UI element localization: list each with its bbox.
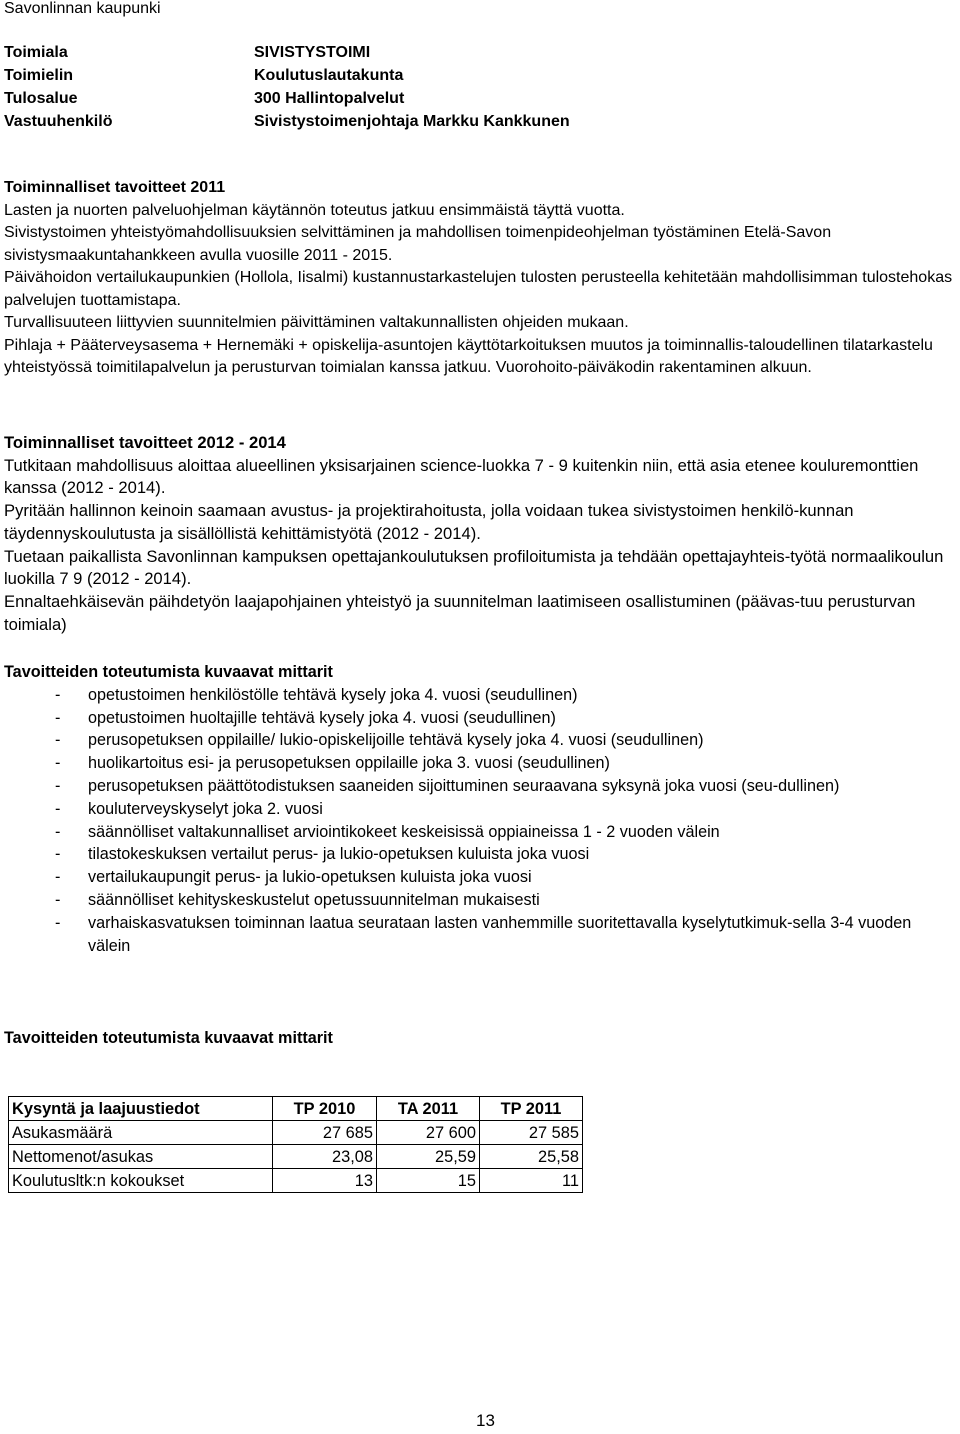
table-row [9,1169,583,1193]
table-row [9,1145,583,1169]
list-item [4,798,956,821]
table-header-row [9,1097,583,1121]
indicators-section [4,661,956,957]
paragraph: Pihlaja + Pääterveysasema + Hernemäki + opiskelija-asuntojen käyttötarkoituksen muutos ja toiminnallis-taloudellinen tilatarkastelu yhteistyössä toimitilapalvelun ja perusturvan toimialan kanssa jatkuu. Vuorohoito-päiväkodin rakentaminen alkuun. [4,336,933,376]
meta-key: Toimielin [4,67,74,84]
table-cell: Asukasmäärä [9,1121,273,1145]
list-item [4,752,956,775]
table-cell: 25,58 [480,1145,583,1169]
table-cell: 27 685 [273,1121,377,1145]
meta-row [4,64,570,87]
paragraph: Turvallisuuteen liittyvien suunnitelmien päivittäminen valtakunnallisten ohjeiden mukaan. [4,314,629,331]
dash-bullet: - [55,708,61,727]
list-item-text: vertailukaupungit perus- ja lukio-opetuksen kuluista joka vuosi [88,868,532,887]
meta-key: Vastuuhenkilö [4,113,113,130]
dash-bullet: - [55,731,61,750]
table-row [9,1121,583,1145]
paragraph: Tutkitaan mahdollisuus aloittaa alueellinen yksisarjainen science-luokka 7 - 9 kuitenkin niin, että asia etenee kouluremonttien kanssa (2012 - 2014). [4,455,919,498]
meta-row [4,41,570,64]
list-item-text: tilastokeskuksen vertailut perus- ja lukio-opetuksen kuluista joka vuosi [88,845,590,864]
dash-bullet: - [55,685,61,704]
list-item-text: perusopetuksen päättötodistuksen saaneiden sijoittuminen seuraavana syksynä joka vuosi (seu-dullinen) [88,776,840,795]
paragraph: Pyritään hallinnon keinoin saamaan avustus- ja projektirahoitusta, jolla voidaan tukea sivistystoimen henkilö-kunnan täydennyskoulutusta ja sisällöllistä kehittämistyötä (2012 - 2014). [4,501,854,543]
org-header: Savonlinnan kaupunki [4,0,161,17]
table-header-cell: TP 2010 [273,1097,377,1121]
goals-2012-section [4,432,956,636]
table-cell: 15 [377,1169,480,1193]
meta-block [4,41,570,133]
list-item [4,707,956,730]
list-item [4,684,956,707]
table-cell: 23,08 [273,1145,377,1169]
table-cell: 25,59 [377,1145,480,1169]
dash-bullet: - [55,913,61,932]
list-item-text: opetustoimen huoltajille tehtävä kysely joka 4. vuosi (seudullinen) [88,708,556,727]
stats-table [8,1096,583,1193]
table-cell: 11 [480,1169,583,1193]
table-cell: Nettomenot/asukas [9,1145,273,1169]
list-item [4,912,956,958]
list-item-text: huolikartoitus esi- ja perusopetuksen oppilaille joka 3. vuosi (seudullinen) [88,754,610,773]
meta-value: Sivistystoimenjohtaja Markku Kankkunen [254,113,570,130]
list-item-text: varhaiskasvatuksen toiminnan laatua seurataan lasten vanhemmille suoritettavalla kyselytutkimuk-sella 3-4 vuoden välein [88,913,912,955]
meta-value: SIVISTYSTOIMI [254,44,371,61]
meta-row [4,87,570,110]
table-cell: 27 585 [480,1121,583,1145]
indicators-title-2: Tavoitteiden toteutumista kuvaavat mittarit [4,1029,333,1047]
table-cell: 13 [273,1169,377,1193]
meta-row [4,110,570,133]
list-item [4,843,956,866]
list-item [4,775,956,798]
list-item [4,866,956,889]
paragraph: Tuetaan paikallista Savonlinnan kampuksen opettajankoulutuksen profiloitumista ja tehdään opettajayhteis-työtä normaalikoulun luokilla 7 9 (2012 - 2014). [4,546,944,589]
dash-bullet: - [55,799,61,818]
dash-bullet: - [55,890,61,909]
paragraph: Lasten ja nuorten palveluohjelman käytännön toteutus jatkuu ensimmäistä täyttä vuotta. [4,201,625,219]
list-item-text: perusopetuksen oppilaille/ lukio-opiskelijoille tehtävä kysely joka 4. vuosi (seudullinen) [88,731,704,750]
dash-bullet: - [55,776,61,795]
meta-key: Toimiala [4,44,68,61]
indicators-section-2 [4,1027,956,1050]
page-number: 13 [476,1411,495,1430]
list-item [4,729,956,752]
table-cell: 27 600 [377,1121,480,1145]
list-item-text: opetustoimen henkilöstölle tehtävä kysely joka 4. vuosi (seudullinen) [88,685,578,704]
table-cell: Koulutusltk:n kokoukset [9,1169,273,1193]
indicators-title: Tavoitteiden toteutumista kuvaavat mittarit [4,663,333,681]
list-item-text: säännölliset kehityskeskustelut opetussuunnitelman mukaisesti [88,890,540,909]
goals-2011-section [4,177,956,380]
meta-value: 300 Hallintopalvelut [254,90,405,107]
paragraph: Sivistystoimen yhteistyömahdollisuuksien selvittäminen ja mahdollisen toimenpideohjelman työstäminen Etelä-Savon sivistysmaakuntahankkeen avulla vuosille 2011 - 2015. [4,224,832,264]
paragraph: Päivähoidon vertailukaupunkien (Hollola, Iisalmi) kustannustarkastelujen tulosten perusteella kehitetään mahdollisimman tulostehokas palvelujen tuottamistapa. [4,269,953,309]
dash-bullet: - [55,868,61,887]
list-item [4,889,956,912]
list-item [4,821,956,844]
paragraph: Ennaltaehkäisevän päihdetyön laajapohjainen yhteistyö ja suunnitelman laatimiseen osallistuminen (päävas-tuu perusturvan toimiala) [4,591,916,634]
meta-value: Koulutuslautakunta [254,67,404,84]
indicators-list [4,684,956,958]
goals-2012-title: Toiminnalliset tavoitteet 2012 - 2014 [4,433,286,452]
table-header-cell: Kysyntä ja laajuustiedot [9,1097,273,1121]
dash-bullet: - [55,845,61,864]
list-item-text: säännölliset valtakunnalliset arviointikokeet keskeisissä oppiaineissa 1 - 2 vuoden välein [88,822,720,841]
dash-bullet: - [55,822,61,841]
goals-2011-title: Toiminnalliset tavoitteet 2011 [4,179,226,196]
dash-bullet: - [55,754,61,773]
table-header-cell: TP 2011 [480,1097,583,1121]
table-header-cell: TA 2011 [377,1097,480,1121]
list-item-text: kouluterveyskyselyt joka 2. vuosi [88,799,323,818]
meta-key: Tulosalue [4,90,78,107]
